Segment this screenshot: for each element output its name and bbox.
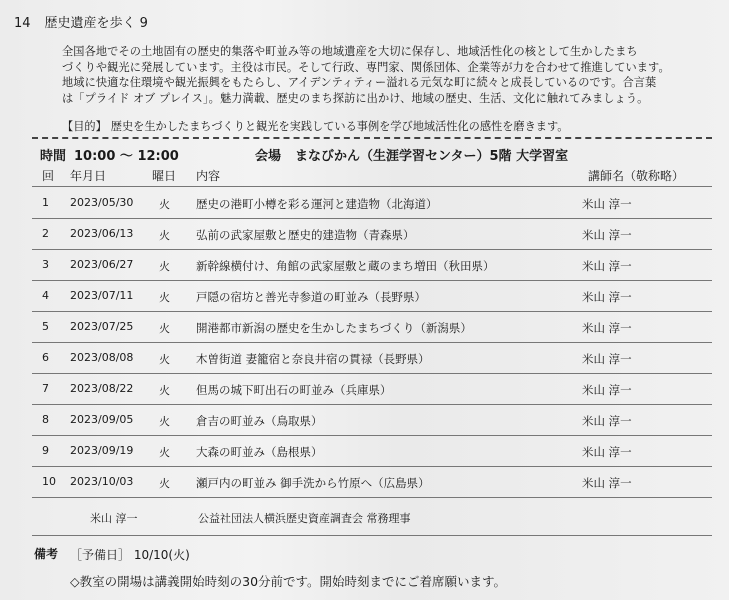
- footer-divider: [32, 535, 712, 536]
- session-lecturer: 米山 淳一: [582, 352, 632, 366]
- session-number: 9: [42, 444, 49, 457]
- col-header-no: 回: [42, 169, 55, 183]
- session-date: 2023/08/08: [70, 351, 134, 364]
- session-day: 火: [159, 260, 170, 273]
- row-divider: [32, 280, 712, 281]
- row-divider: [32, 249, 712, 250]
- session-date: 2023/07/11: [70, 289, 134, 302]
- session-day: 火: [159, 198, 170, 211]
- session-number: 6: [42, 351, 49, 364]
- session-day: 火: [159, 322, 170, 335]
- intro-line: は「プライド オブ プレイス」。魅力満載、歴史のまち探訪に出かけ、地域の歴史、生活、文化に触れてみましょう。: [62, 91, 649, 105]
- session-row: [32, 375, 712, 403]
- intro-line: づくりや観光に発展しています。主役は市民。そして行政、専門家、関係団体、企業等が力を合わせて推進しています。: [62, 60, 670, 74]
- session-content: 歴史の港町小樽を彩る運河と建造物（北海道）: [196, 197, 438, 211]
- session-lecturer: 米山 淳一: [582, 228, 632, 242]
- session-number: 10: [42, 475, 56, 488]
- course-header: [14, 12, 148, 31]
- session-content: 瀬戸内の町並み 御手洗から竹原へ（広島県）: [196, 476, 430, 490]
- session-content: 但馬の城下町出石の町並み（兵庫県）: [196, 383, 392, 397]
- session-date: 2023/06/27: [70, 258, 134, 271]
- session-number: 2: [42, 227, 49, 240]
- session-number: 4: [42, 289, 49, 302]
- opening-note: ◇教室の開場は講義開始時刻の30分前です。開始時刻までにご着席願います。: [70, 574, 507, 589]
- time-info: [40, 145, 179, 164]
- row-divider: [32, 218, 712, 219]
- purpose: [62, 118, 712, 134]
- session-content: 新幹線横付け、角館の武家屋敷と蔵のまち増田（秋田県）: [196, 259, 495, 273]
- purpose-text: 歴史を生かしたまちづくりと観光を実践している事例を学び地域活性化の感性を磨きます。: [110, 120, 569, 133]
- session-number: 5: [42, 320, 49, 333]
- session-content: 倉吉の町並み（鳥取県）: [196, 414, 323, 428]
- session-day: 火: [159, 291, 170, 304]
- session-content: 大森の町並み（島根県）: [196, 445, 323, 459]
- row-divider: [32, 404, 712, 405]
- session-date: 2023/06/13: [70, 227, 134, 240]
- session-lecturer: 米山 淳一: [582, 445, 632, 459]
- session-number: 7: [42, 382, 49, 395]
- session-lecturer: 米山 淳一: [582, 321, 632, 335]
- session-lecturer: 米山 淳一: [582, 383, 632, 397]
- session-content: 弘前の武家屋敷と歴史的建造物（青森県）: [196, 228, 415, 242]
- session-date: 2023/07/25: [70, 320, 134, 333]
- col-header-lecturer: 講師名（敬称略）: [588, 169, 685, 183]
- intro-text: [62, 44, 712, 106]
- coordinator-title: 公益社団法人横浜歴史資産調査会 常務理事: [198, 512, 411, 525]
- session-row: [32, 437, 712, 465]
- time-value: 10:00 〜 12:00: [74, 149, 179, 164]
- session-day: 火: [159, 384, 170, 397]
- row-divider: [32, 435, 712, 436]
- session-row: [32, 189, 712, 217]
- session-number: 1: [42, 196, 49, 209]
- session-lecturer: 米山 淳一: [582, 197, 632, 211]
- session-day: 火: [159, 353, 170, 366]
- session-content: 木曽街道 妻籠宿と奈良井宿の貫禄（長野県）: [196, 352, 430, 366]
- venue-label: 会場: [255, 149, 282, 164]
- notes-label: 備考: [34, 547, 59, 561]
- session-row: [32, 251, 712, 279]
- session-row: [32, 220, 712, 248]
- session-day: 火: [159, 229, 170, 242]
- coordinator-name: 米山 淳一: [90, 512, 138, 525]
- row-divider: [32, 466, 712, 467]
- session-content: 戸隠の宿坊と善光寺参道の町並み（長野県）: [196, 290, 426, 304]
- session-lecturer: 米山 淳一: [582, 476, 632, 490]
- reserve-day: ［予備日］ 10/10(火): [70, 548, 190, 562]
- session-day: 火: [159, 477, 170, 490]
- session-day: 火: [159, 415, 170, 428]
- session-date: 2023/10/03: [70, 475, 134, 488]
- session-row: [32, 406, 712, 434]
- row-divider: [32, 497, 712, 498]
- header-divider: [32, 186, 712, 187]
- row-divider: [32, 311, 712, 312]
- col-header-day: 曜日: [152, 169, 177, 183]
- intro-line: 全国各地でその土地固有の歴史的集落や町並み等の地域遺産を大切に保存し、地域活性化の核として生かしたまち: [62, 45, 638, 58]
- intro-line: 地域に快適な住環境や観光振興をもたらし、アイデンティティー溢れる元気な町に続々と成長しているのです。合言葉: [62, 76, 657, 89]
- session-date: 2023/09/19: [70, 444, 134, 457]
- session-content: 開港都市新潟の歴史を生かしたまちづくり（新潟県）: [196, 321, 472, 335]
- session-lecturer: 米山 淳一: [582, 414, 632, 428]
- course-number: 14: [14, 16, 31, 31]
- session-lecturer: 米山 淳一: [582, 259, 632, 273]
- col-header-content: 内容: [196, 169, 221, 183]
- course-title: 歴史遺産を歩く 9: [44, 16, 148, 31]
- session-date: 2023/08/22: [70, 382, 134, 395]
- purpose-tag: 【目的】: [62, 120, 107, 133]
- session-row: [32, 344, 712, 372]
- session-date: 2023/05/30: [70, 196, 134, 209]
- session-row: [32, 468, 712, 496]
- session-date: 2023/09/05: [70, 413, 134, 426]
- session-number: 8: [42, 413, 49, 426]
- row-divider: [32, 342, 712, 343]
- session-row: [32, 282, 712, 310]
- session-day: 火: [159, 446, 170, 459]
- venue-value: まなびかん（生涯学習センター）5階 大学習室: [295, 149, 569, 164]
- col-header-date: 年月日: [70, 169, 107, 183]
- session-lecturer: 米山 淳一: [582, 290, 632, 304]
- venue-info: [255, 145, 568, 164]
- session-number: 3: [42, 258, 49, 271]
- dashed-divider: [32, 137, 712, 139]
- time-label: 時間: [40, 149, 67, 164]
- session-row: [32, 313, 712, 341]
- row-divider: [32, 373, 712, 374]
